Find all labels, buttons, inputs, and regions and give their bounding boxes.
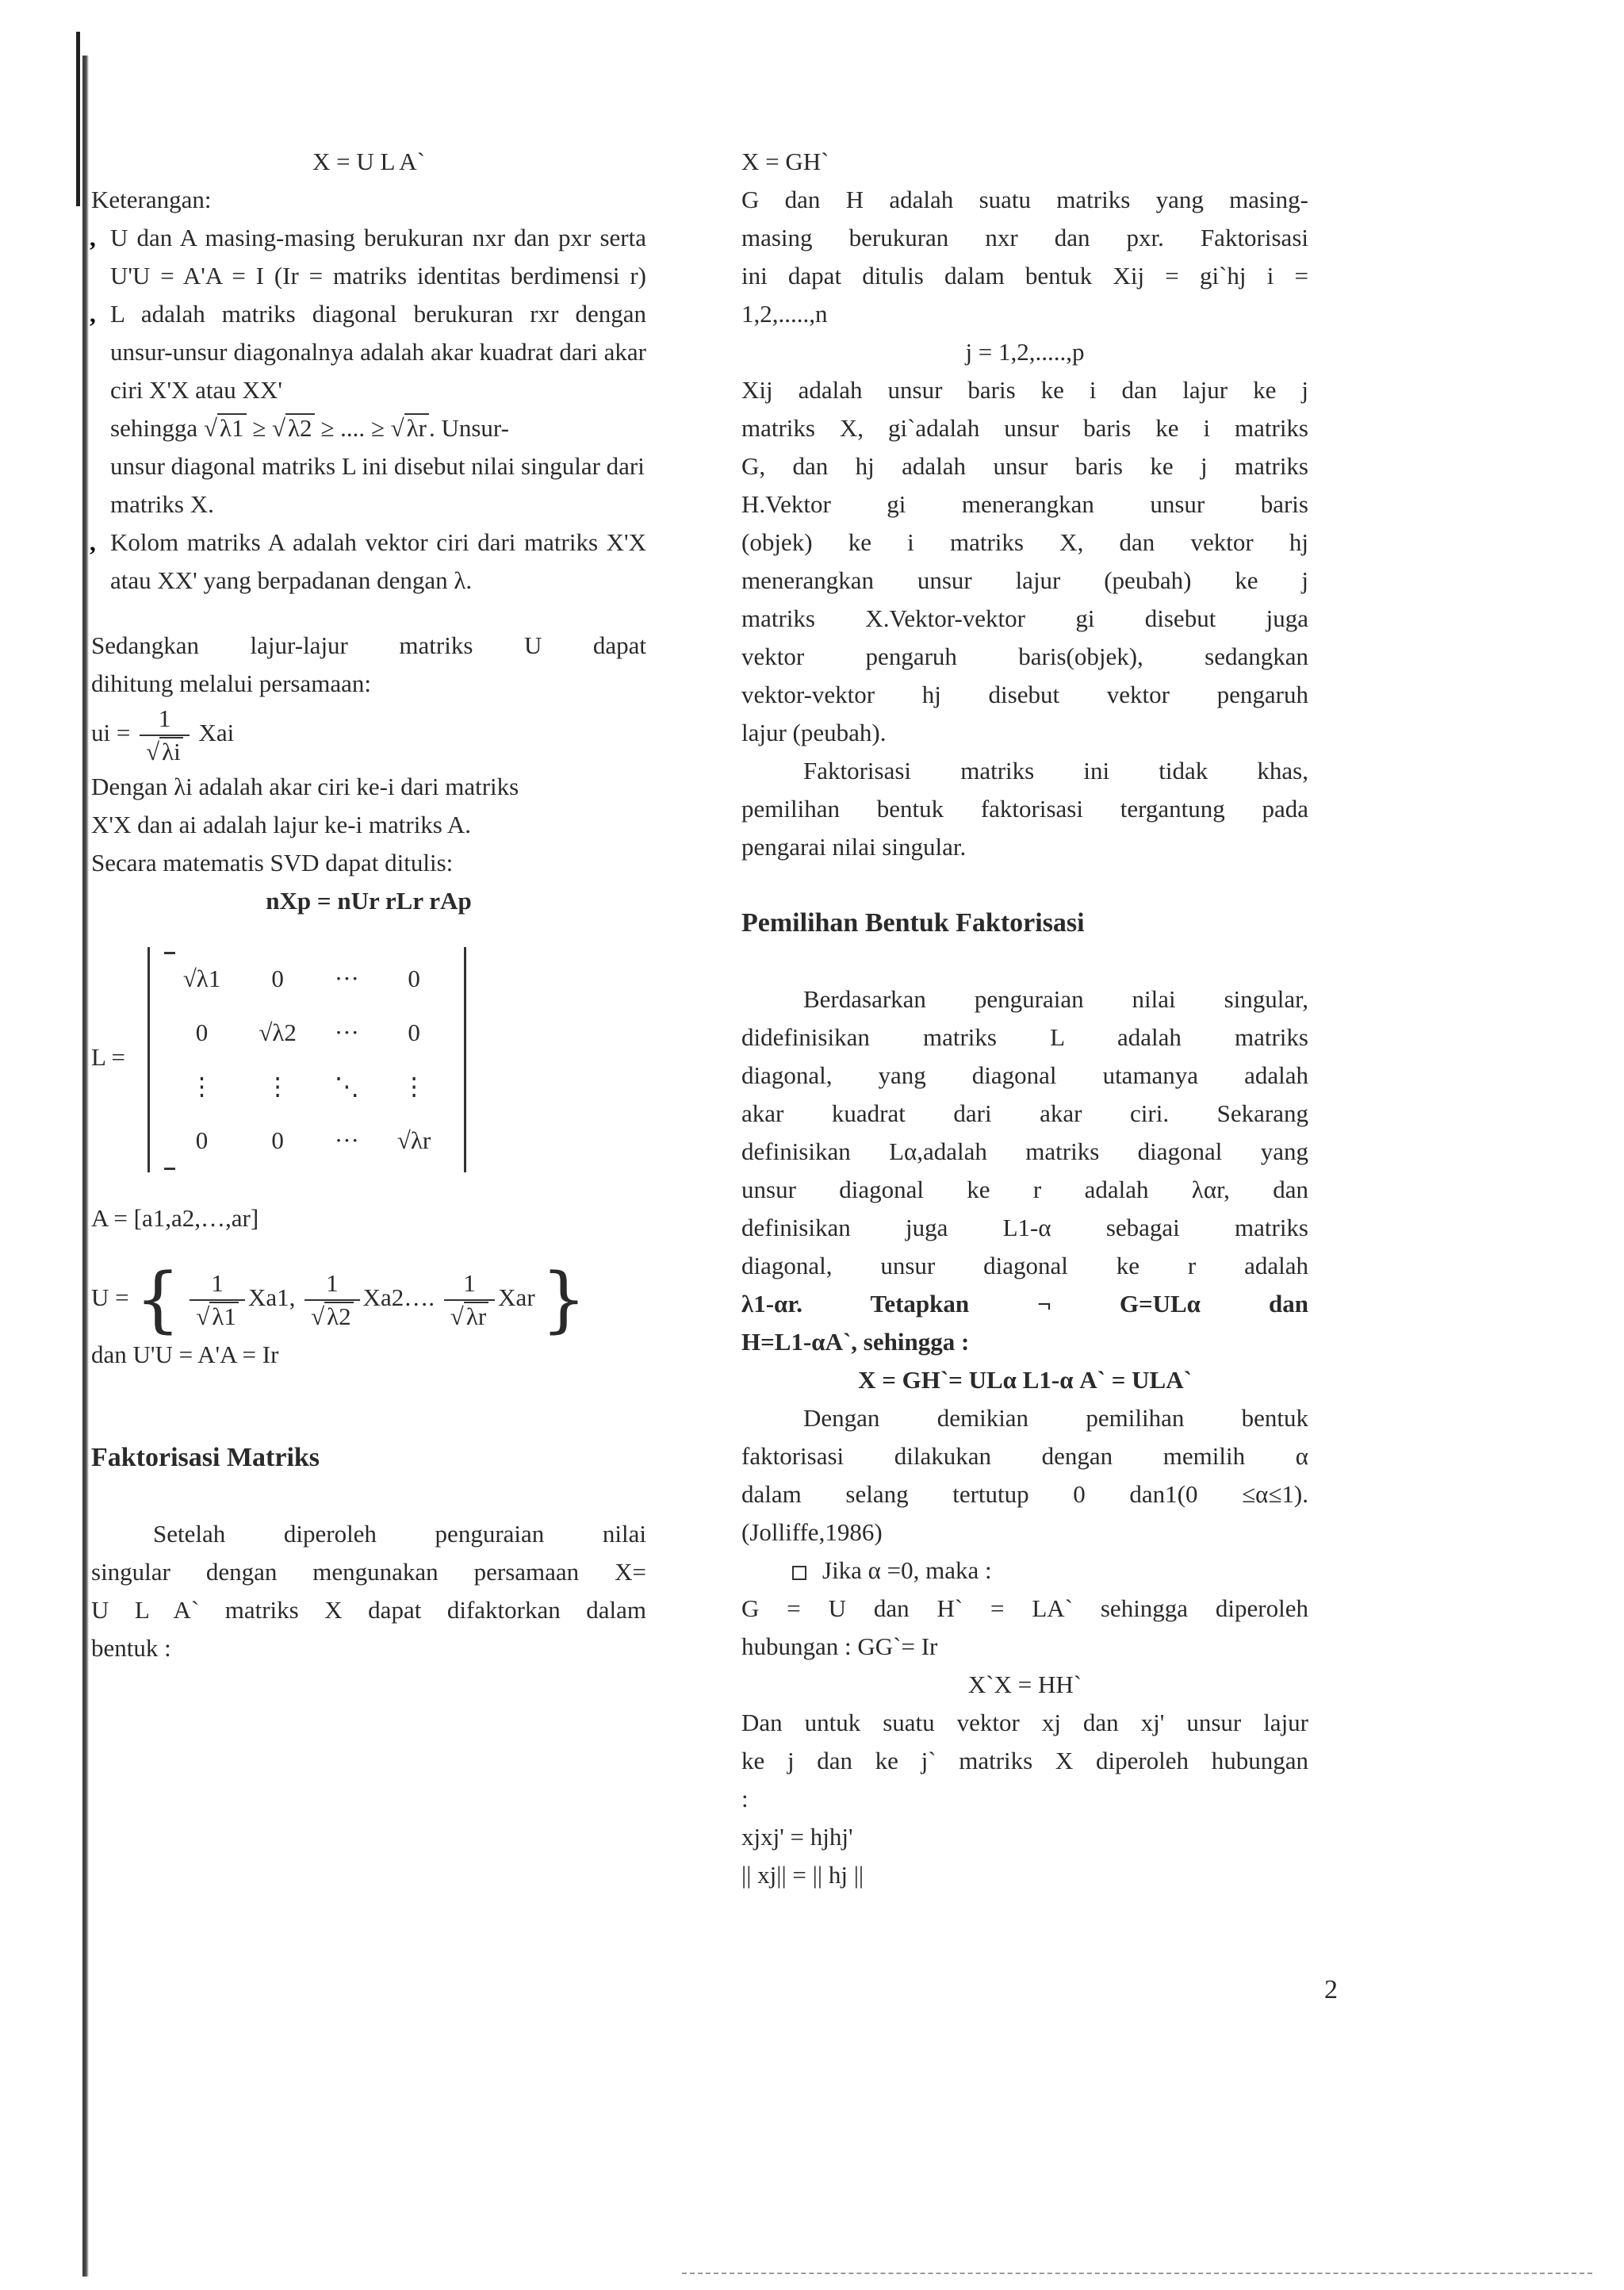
equation-j: j = 1,2,.....,p	[965, 338, 1085, 366]
equation-xula: X = U L A`	[312, 148, 426, 175]
list-item: , U dan A masing-masing berukuran nxr dan pxr serta U'U = A'A = I (Ir = matriks identitas berdimensi r)	[90, 224, 646, 290]
equation-u-set: U = { $\frac{1}{√\lambda 1}$ Xa1, $\frac{1}{√\lambda 2}$ Xa2…. $\frac{1}{√\lambda r}$ Xar }	[91, 1258, 587, 1341]
list-item: , L adalah matriks diagonal berukuran rxr dengan unsur-unsur diagonalnya adalah akar kuadrat dari akar ciri X'X atau XX' sehingga √λ1 ≥ √λ2 ≥ .... ≥ √λr. Unsur- unsur diagonal matriks L ini disebut nilai singular dari matriks X.	[90, 300, 646, 518]
equation-xx-hh: X`X = HH`	[967, 1671, 1082, 1698]
jika-item: Jika α =0, maka :	[741, 1552, 1308, 1590]
paragraph-faktorisasi-tidak-khas: Faktorisasi matriks ini tidak khas,	[803, 757, 1308, 784]
scan-edge	[82, 56, 89, 2277]
paragraph-berdasarkan: Berdasarkan penguraian nilai singular,	[803, 985, 1308, 1013]
paragraph-dan-untuk: Dan untuk suatu vektor xj dan xj' unsur lajur	[741, 1709, 1308, 1736]
paragraph-dengan-demikian: Dengan demikian pemilihan bentuk	[803, 1404, 1308, 1432]
scan-edge-dark	[76, 32, 80, 206]
equation-svd: nXp = nUr rLr rAp	[266, 887, 472, 915]
list-item: , Kolom matriks A adalah vektor ciri dari matriks X'X atau XX' yang berpadanan dengan λ.	[90, 528, 646, 594]
paragraph-g-h: G dan H adalah suatu matriks yang masing-	[741, 186, 1308, 213]
heading-faktorisasi-matriks: Faktorisasi Matriks	[91, 1443, 320, 1472]
paragraph-setelah: Setelah diperoleh penguraian nilai	[153, 1520, 646, 1548]
equation-gh-ula: X = GH`= ULα L1-α A` = ULA`	[858, 1366, 1192, 1394]
equation-dan: dan U'U = A'A = Ir	[91, 1341, 279, 1368]
keterangan-list	[91, 219, 646, 600]
paragraph-g-u: G = U dan H` = LA` sehingga diperoleh	[741, 1594, 1308, 1622]
paragraph-xij: Xij adalah unsur baris ke i dan lajur ke j	[741, 376, 1308, 404]
paragraph-sedangkan: Sedangkan lajur-lajur matriks U dapat	[91, 631, 646, 659]
equation-ui: ui = $\frac{1}{√\lambda i}$ Xai	[91, 704, 235, 765]
equation-xjxj: xjxj' = hjhj'	[741, 1823, 853, 1851]
sehingga-line: sehingga √λ1 ≥ √λ2 ≥ .... ≥ √λr. Unsur-	[110, 414, 509, 442]
keterangan-label: Keterangan:	[91, 186, 212, 213]
square-bullet-icon	[792, 1566, 806, 1580]
equation-a: A = [a1,a2,…,ar]	[91, 1204, 259, 1232]
equation-norm: || xj|| = || hj ||	[741, 1861, 864, 1889]
scan-bottom-line	[682, 2273, 1592, 2274]
left-column: X = U L A` Keterangan: , U dan A masing-masing berukuran nxr dan pxr serta U'U = A'A = I (Ir = matriks identitas berdimensi r) , L adalah matriks diagonal berukuran rxr dengan unsur-unsur diagonalnya adalah akar kuadrat dari akar ciri X'X atau XX' sehingga √λ1 ≥ √λ2 ≥ .... ≥ √λr. Unsur- unsur diagonal matriks L ini disebut nilai singular dari matriks X. , Kolom matriks A adalah vektor ciri dari matriks X'X atau XX' yang berpadanan dengan λ. Sedangkan lajur-lajur matriks U dapat dihitung melalui persamaan: ui = $\frac{1}{√\lambda i}$ Xai Dengan λi adalah akar ciri ke-i dari matriks X'X dan ai adalah lajur ke-i matriks A. Secara matematis SVD dapat ditulis: nXp = nUr rLr rAp L = √λ1 0 ··· 0 0 √λ2 ··· 0 ⋮ ⋮ ⋱ ⋮ 0 0 ··· √λr A = [a1,a2,…,ar] U = { $\frac{1}{√\lambda 1}$ Xa1, $\frac{1}{√\lambda 2}$ Xa2…. $\frac{1}{√\lambda r}$ Xar } dan U'U = A'A = Ir Faktorisasi Matriks Setelah diperoleh penguraian nilai singular dengan mengunakan persamaan X= U L A` matriks X dapat difaktorkan dalam bentuk :	[91, 143, 646, 1667]
matrix-l: L = √λ1 0 ··· 0 0 √λ2 ··· 0 ⋮ ⋮ ⋱ ⋮ 0 0 ··· √λr	[91, 947, 646, 1172]
page-number: 2	[1324, 1975, 1338, 2004]
heading-pemilihan-bentuk: Pemilihan Bentuk Faktorisasi	[741, 908, 1085, 938]
right-column: X = GH` G dan H adalah suatu matriks yang masing- masing berukuran nxr dan pxr. Faktorisasi ini dapat ditulis dalam bentuk Xij = gi`hj i = 1,2,.....,n j = 1,2,.....,p Xij adalah unsur baris ke i dan lajur ke j matriks X, gi`adalah unsur baris ke i matriks G, dan hj adalah unsur baris ke j matriks H.Vektor gi menerangkan unsur baris (objek) ke i matriks X, dan vektor hj menerangkan unsur lajur (peubah) ke j matriks X.Vektor-vektor gi disebut juga vektor pengaruh baris(objek), sedangkan vektor-vektor hj disebut vektor pengaruh lajur (peubah). Faktorisasi matriks ini tidak khas, pemilihan bentuk faktorisasi tergantung pada pengarai nilai singular. Pemilihan Bentuk Faktorisasi Berdasarkan penguraian nilai singular, didefinisikan matriks L adalah matriks diagonal, yang diagonal utamanya adalah akar kuadrat dari akar ciri. Sekarang definisikan Lα,adalah matriks diagonal yang unsur diagonal ke r adalah λαr, dan definisikan juga L1-α sebagai matriks diagonal, unsur diagonal ke r adalah λ1-αr. Tetapkan ¬ G=ULα dan H=L1-αA`, sehingga : X = GH`= ULα L1-α A` = ULA` Dengan demikian pemilihan bentuk faktorisasi dilakukan dengan memilih α dalam selang tertutup 0 dan1(0 ≤α≤1). (Jolliffe,1986) Jika α =0, maka : G = U dan H` = LA` sehingga diperoleh hubungan : GG`= Ir X`X = HH` Dan untuk suatu vektor xj dan xj' unsur lajur ke j dan ke j` matriks X diperoleh hubungan : xjxj' = hjhj' || xj|| = || hj ||	[741, 143, 1308, 1894]
equation-xgh: X = GH`	[741, 148, 829, 175]
paragraph-dengan: Dengan λi adalah akar ciri ke-i dari matriks	[91, 773, 519, 800]
